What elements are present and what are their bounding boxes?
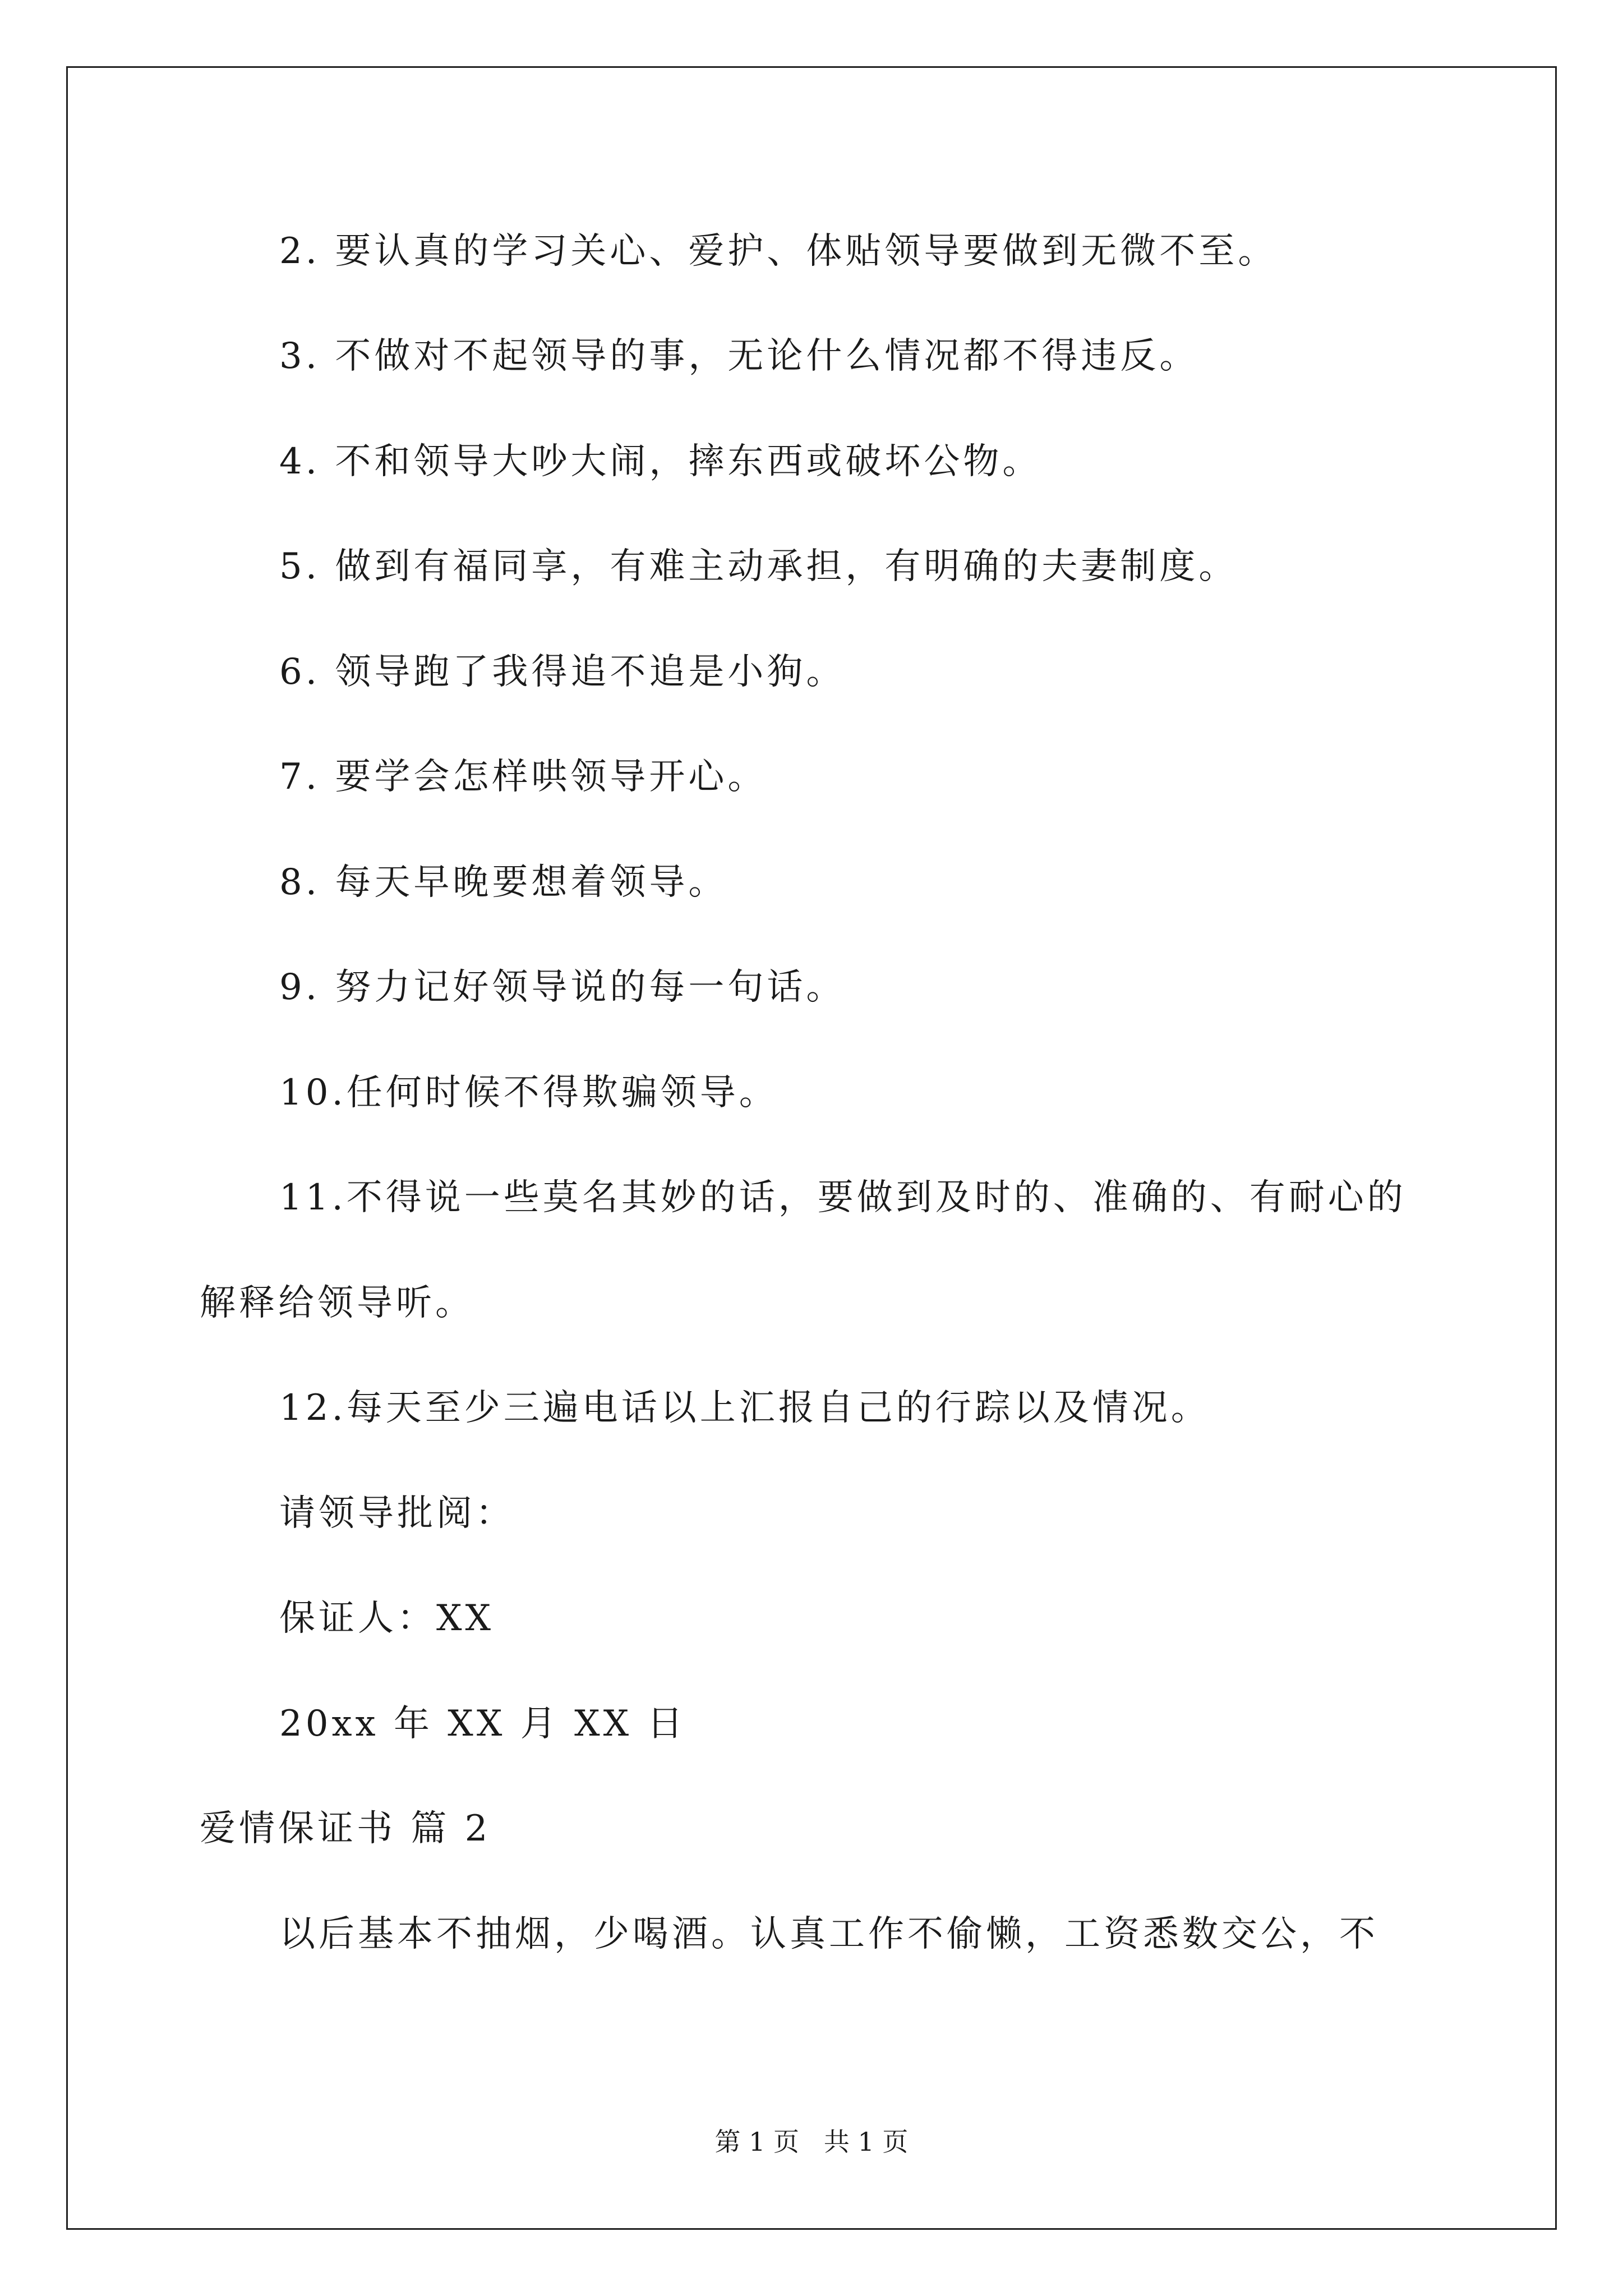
- item-9: 9. 努力记好领导说的每一句话。: [279, 967, 846, 1008]
- item-8: 8. 每天早晚要想着领导。: [279, 862, 728, 903]
- item-4: 4. 不和领导大吵大闹，摔东西或破坏公物。: [279, 441, 1042, 482]
- item-11-continued: 解释给领导听。: [200, 1282, 474, 1324]
- item-7: 7. 要学会怎样哄领导开心。: [279, 756, 767, 798]
- guarantor-line: 保证人：XX: [279, 1598, 495, 1639]
- item-10: 10.任何时候不得欺骗领导。: [279, 1072, 778, 1114]
- item-11: 11.不得说一些莫名其妙的话，要做到及时的、准确的、有耐心的: [279, 1177, 1407, 1218]
- date-line: 20xx 年 XX 月 XX 日: [279, 1703, 686, 1745]
- item-6: 6. 领导跑了我得追不追是小狗。: [279, 651, 846, 693]
- section-heading: 爱情保证书 篇 2: [200, 1808, 491, 1849]
- item-5: 5. 做到有福同享，有难主动承担，有明确的夫妻制度。: [279, 546, 1238, 587]
- item-12: 12.每天至少三遍电话以上汇报自己的行踪以及情况。: [279, 1387, 1210, 1429]
- page-number: 第 1 页 共 1 页: [714, 2127, 909, 2157]
- paragraph-start: 以后基本不抽烟，少喝酒。认真工作不偷懒，工资悉数交公，不: [279, 1913, 1378, 1955]
- page-border: [66, 66, 1557, 2230]
- approval-request: 请领导批阅：: [279, 1493, 515, 1534]
- item-3: 3. 不做对不起领导的事，无论什么情况都不得违反。: [279, 335, 1199, 377]
- item-2: 2. 要认真的学习关心、爱护、体贴领导要做到无微不至。: [279, 231, 1278, 272]
